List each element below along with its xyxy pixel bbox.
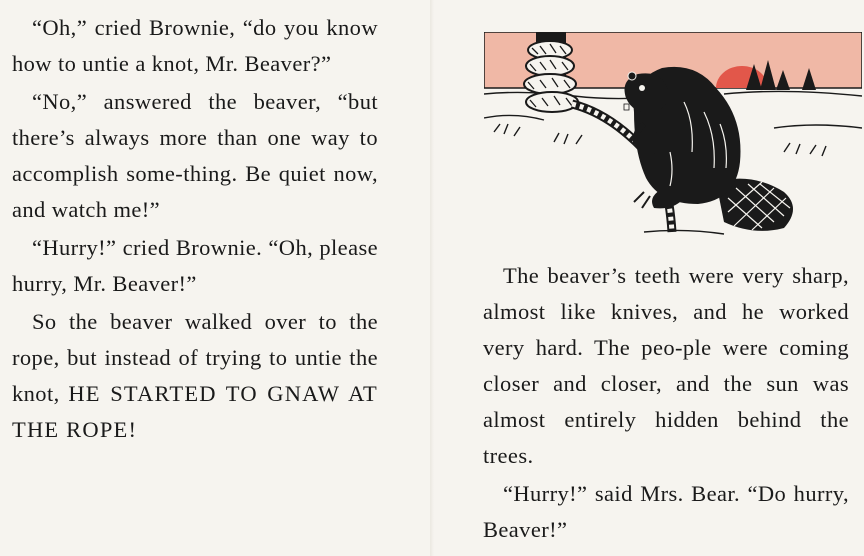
beaver-gnawing-rope-illustration [484,32,862,238]
paragraph-text: So the beaver walked over to the rope, but instead of trying to untie the knot, [12,309,378,406]
paragraph: “Oh,” cried Brownie, “do you know how to untie a knot, Mr. Beaver?” [12,15,378,76]
emphasis-caps: HE STARTED TO GNAW AT THE ROPE! [12,381,378,442]
paragraph [12,304,378,448]
paragraph: “Hurry!” said Mrs. Bear. “Do hurry, Beaver!” [483,481,849,542]
paragraph: “No,” answered the beaver, “but there’s always more than one way to accomplish some-thing. Be quiet now, and watch me!” [12,89,378,222]
paragraph: The beaver’s teeth were very sharp, almost like knives, and he worked very hard. The peo-ple were coming closer and closer, and the sun was almost entirely hidden behind the trees. [483,263,849,468]
left-text-column [12,10,378,448]
right-page [432,0,864,556]
paragraph: “Hurry!” cried Brownie. “Oh, please hurry, Mr. Beaver!” [12,235,378,296]
right-text-column [483,258,849,548]
